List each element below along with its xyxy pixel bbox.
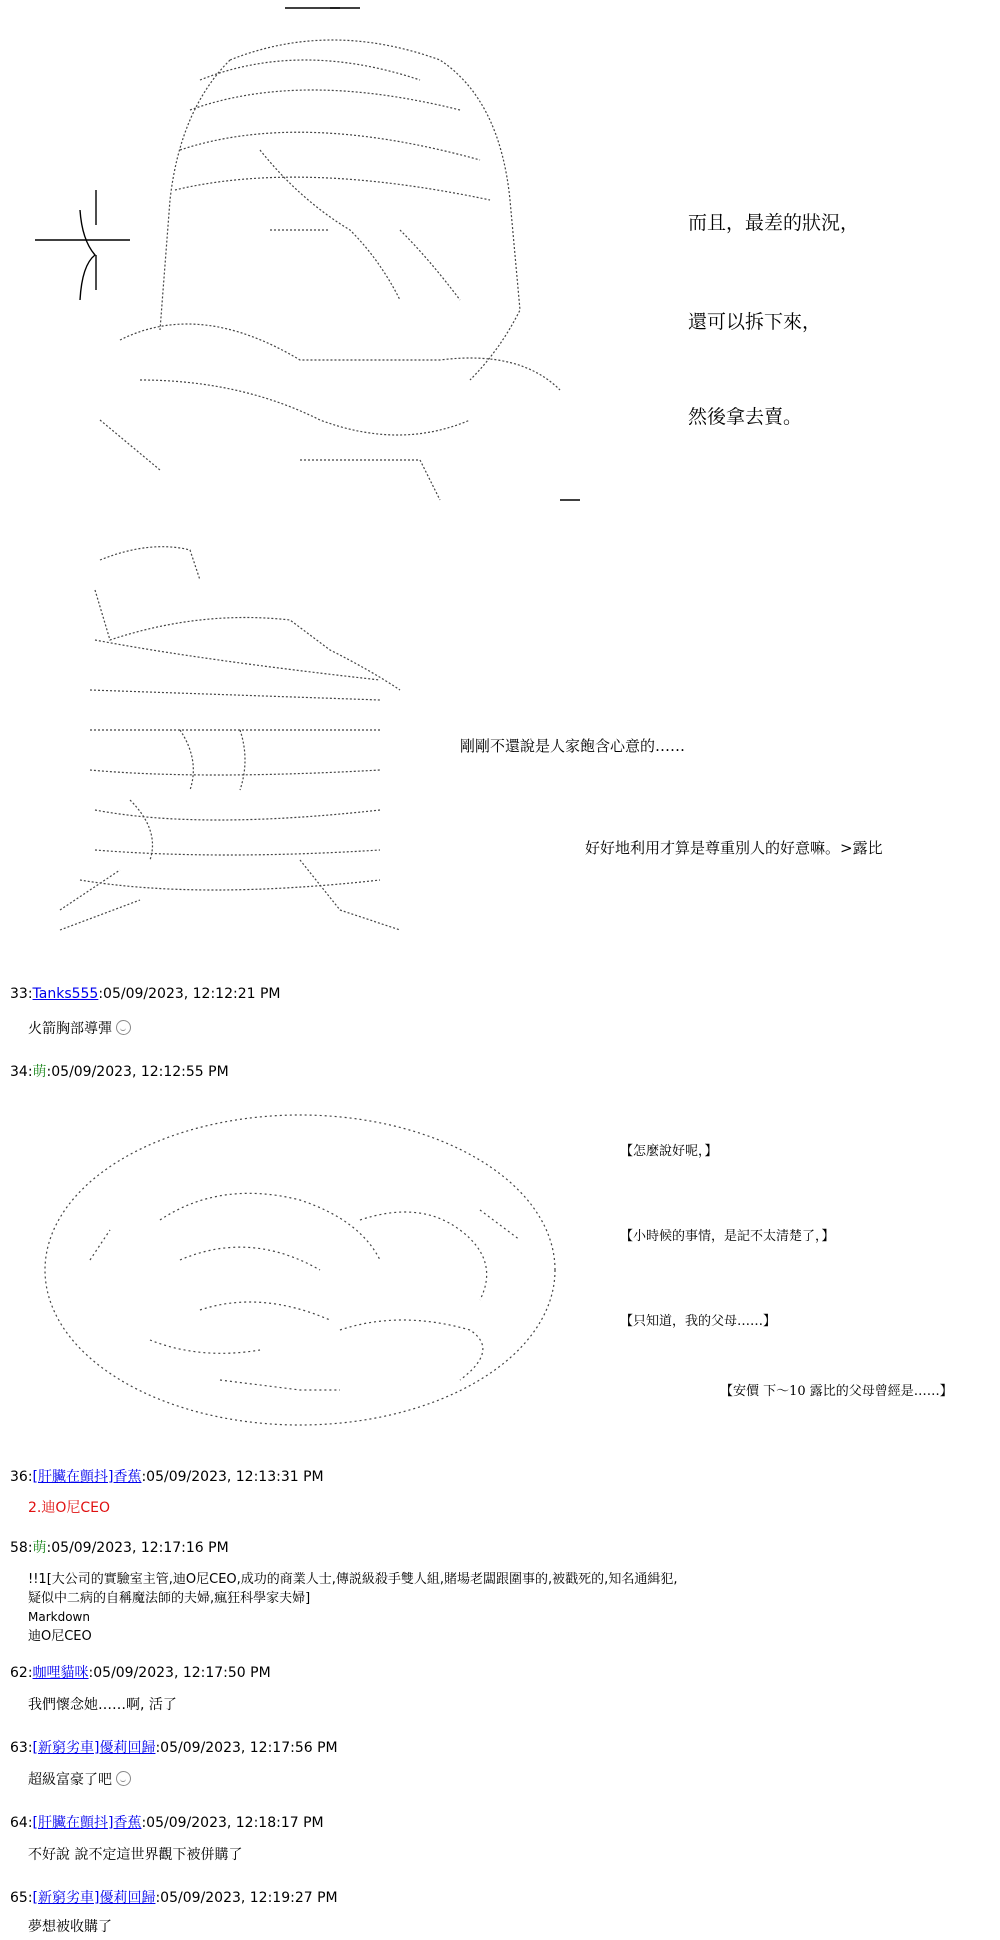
dialogue-line: 【只知道，我的父母……】 xyxy=(620,1314,777,1329)
post-username: 萌 xyxy=(32,1064,47,1080)
post-header xyxy=(10,1812,324,1832)
post-timestamp: :05/09/2023, 12:12:21 PM xyxy=(98,986,281,1002)
post-body xyxy=(28,1499,110,1518)
dialogue-line: 好好地利用才算是尊重別人的好意嘛。>露比 xyxy=(585,839,883,857)
post-header xyxy=(10,1061,229,1081)
post-text: Markdown xyxy=(28,1610,90,1624)
post-body xyxy=(28,1771,131,1790)
post-text: 疑似中二病的自稱魔法師的夫婦,瘋狂科學家夫婦] xyxy=(28,1591,311,1606)
post-header xyxy=(10,1887,338,1907)
post-header xyxy=(10,1737,338,1757)
dialogue-line: 剛剛不還說是人家飽含心意的…… xyxy=(460,737,686,755)
post-body xyxy=(28,1696,177,1715)
post-text: 不好說 說不定這世界觀下被併購了 xyxy=(28,1847,243,1863)
post-text: 超級富豪了吧 xyxy=(28,1772,112,1788)
post-text: 夢想被收購了 xyxy=(28,1919,112,1935)
smile-emoji-icon xyxy=(116,1020,131,1035)
post-text: 迪O尼CEO xyxy=(28,1629,92,1644)
post-username-link[interactable]: Tanks555 xyxy=(32,986,99,1002)
post-body xyxy=(28,1846,242,1865)
ascii-art-figure xyxy=(0,1090,1000,1430)
post-timestamp: :05/09/2023, 12:13:31 PM xyxy=(141,1469,324,1485)
dialogue-line: 【小時候的事情，是記不太清楚了，】 xyxy=(620,1229,835,1244)
post-timestamp: :05/09/2023, 12:17:16 PM xyxy=(46,1540,229,1556)
post-body xyxy=(28,1020,131,1039)
ascii-art-panel-1 xyxy=(0,0,1000,520)
post-timestamp: :05/09/2023, 12:12:55 PM xyxy=(46,1064,229,1080)
post-username-link[interactable]: [新窮劣車]優莉回歸 xyxy=(32,1740,156,1756)
post-text: 火箭胸部導彈 xyxy=(28,1021,112,1037)
post-number: 33: xyxy=(10,986,33,1002)
post-number: 65: xyxy=(10,1890,33,1906)
dialogue-line: 而且，最差的狀況， xyxy=(688,212,860,234)
dialogue-line: 然後拿去賣。 xyxy=(688,406,803,428)
post-username: 萌 xyxy=(32,1540,47,1556)
post-number: 63: xyxy=(10,1740,33,1756)
post-number: 64: xyxy=(10,1815,33,1831)
post-text: 2.迪O尼CEO xyxy=(28,1500,111,1516)
post-number: 62: xyxy=(10,1665,33,1681)
ascii-art-panel-2 xyxy=(0,530,1000,960)
post-body xyxy=(28,1570,677,1646)
post-number: 36: xyxy=(10,1469,33,1485)
post-username-link[interactable]: [新窮劣車]優莉回歸 xyxy=(32,1890,156,1906)
post-timestamp: :05/09/2023, 12:18:17 PM xyxy=(141,1815,324,1831)
dialogue-line: 還可以拆下來， xyxy=(688,311,822,333)
dialogue-line: 【怎麼說好呢，】 xyxy=(620,1144,718,1159)
post-header xyxy=(10,1537,229,1557)
post-username-link[interactable]: [肝臟在顫抖]香蕉 xyxy=(32,1815,142,1831)
ascii-art-figure xyxy=(0,0,1000,520)
post-timestamp: :05/09/2023, 12:17:50 PM xyxy=(88,1665,271,1681)
post-text: 我們懷念她……啊, 活了 xyxy=(28,1697,177,1713)
post-timestamp: :05/09/2023, 12:17:56 PM xyxy=(155,1740,338,1756)
smile-emoji-icon xyxy=(116,1771,131,1786)
ascii-art-panel-3 xyxy=(0,1090,1000,1430)
post-number: 58: xyxy=(10,1540,33,1556)
post-timestamp: :05/09/2023, 12:19:27 PM xyxy=(155,1890,338,1906)
post-text: !!1[大公司的實驗室主管,迪O尼CEO,成功的商業人士,傳説級殺手雙人組,賭場老闆跟圍事的,被戳死的,知名通緝犯, xyxy=(28,1572,678,1587)
dialogue-line: 【安價 下～10 露比的父母曾經是……】 xyxy=(720,1384,953,1399)
post-username-link[interactable]: [肝臟在顫抖]香蕉 xyxy=(32,1469,142,1485)
post-header xyxy=(10,1466,324,1486)
post-username-link[interactable]: 咖哩貓咪 xyxy=(32,1665,89,1681)
post-number: 34: xyxy=(10,1064,33,1080)
post-header xyxy=(10,1662,271,1682)
post-body xyxy=(28,1918,112,1937)
post-header xyxy=(10,986,281,1002)
